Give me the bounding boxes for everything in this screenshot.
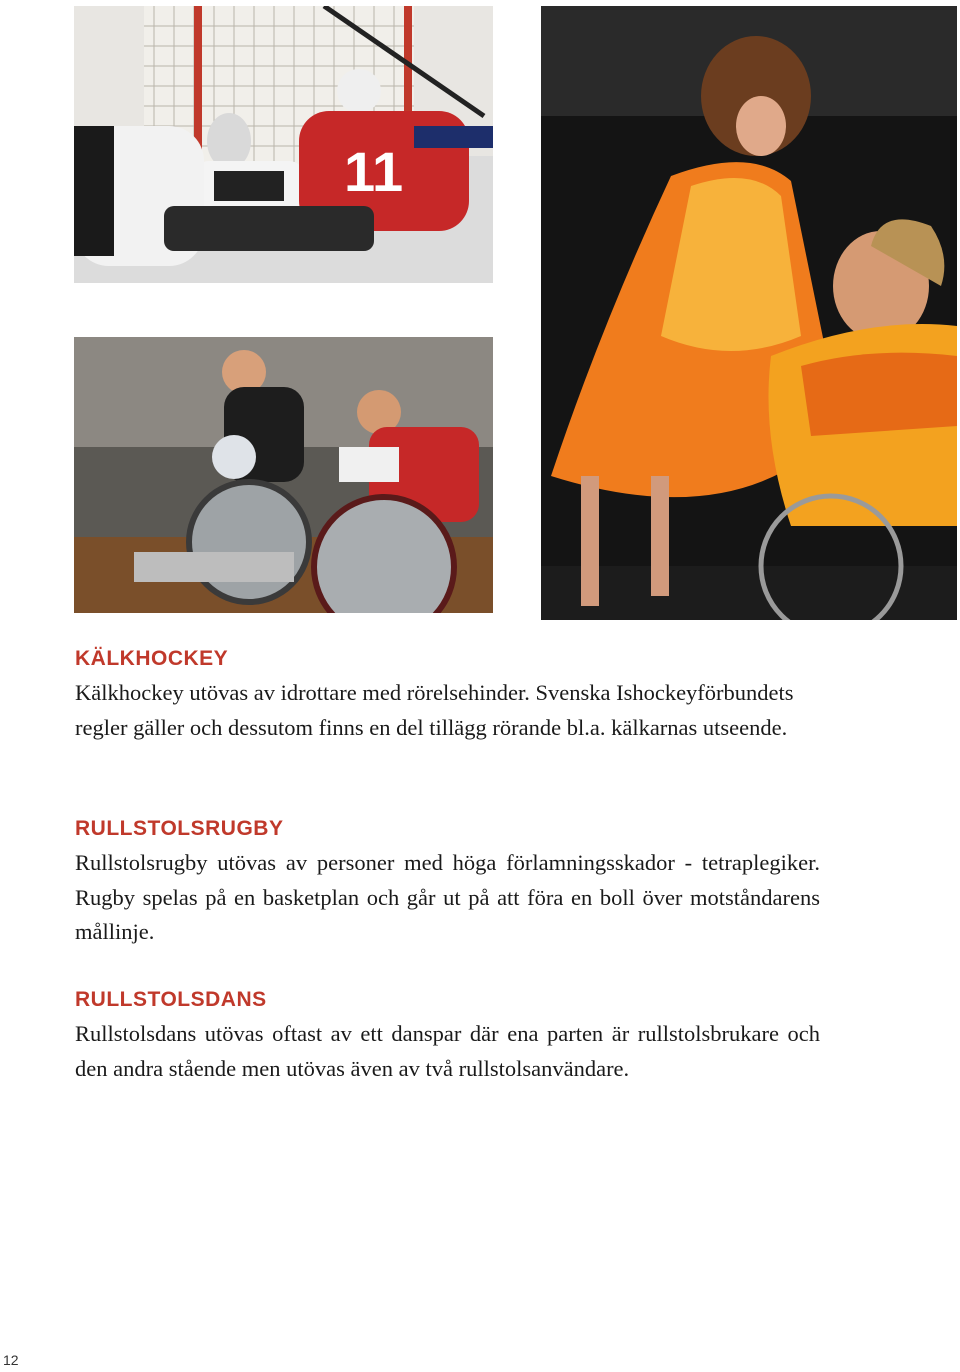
body-kalkhockey: Kälkhockey utövas av idrottare med rörelsehinder. Svenska Ishockeyförbundets regler gäller och dessutom finns en del tillägg rörande bl.a. kälkarnas utseende.	[75, 680, 794, 740]
heading-rullstolsdans: RULLSTOLSDANS	[75, 988, 267, 1011]
heading-rullstolsrugby: RULLSTOLSRUGBY	[75, 817, 284, 840]
page-number: 12	[3, 1352, 19, 1368]
wheelchair-dance-photo	[541, 6, 957, 620]
wheelchair-rugby-photo	[74, 337, 493, 613]
section-kalkhockey	[75, 646, 820, 745]
svg-text:11: 11	[344, 140, 404, 203]
body-rullstolsrugby: Rullstolsrugby utövas av personer med höga förlamningsskador - tetraplegiker. Rugby spelas på en basketplan och går ut på att föra en boll över motståndarens mållinje.	[75, 850, 820, 944]
sledge-hockey-photo	[74, 6, 493, 283]
heading-kalkhockey: KÄLKHOCKEY	[75, 647, 229, 670]
section-rullstolsdans	[75, 987, 820, 1086]
body-rullstolsdans: Rullstolsdans utövas oftast av ett danspar där ena parten är rullstolsbrukare och den andra stående men utövas även av två rullstolsanvändare.	[75, 1021, 820, 1081]
section-rullstolsrugby	[75, 816, 820, 950]
